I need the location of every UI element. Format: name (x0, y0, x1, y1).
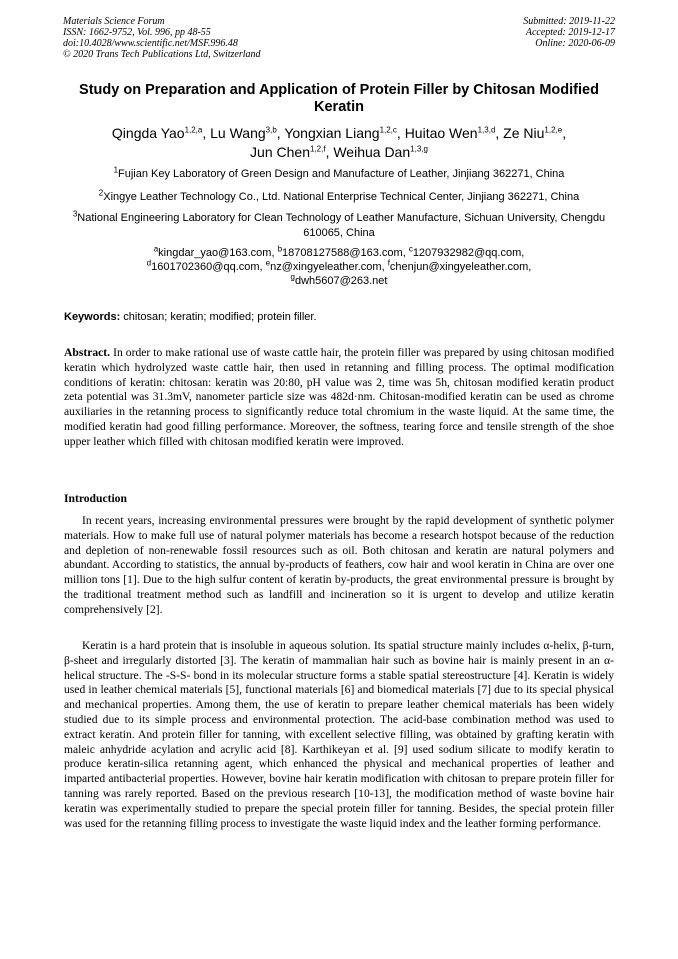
author-list (50, 124, 628, 162)
abstract (64, 346, 614, 450)
email-link[interactable]: $^c$1207932982@qq.com (408, 244, 522, 259)
submitted-date: Submitted: 2019-11-22 (523, 16, 615, 27)
email-link[interactable]: $^e$nz@xingyeleather.com (265, 258, 382, 273)
body-paragraph: Keratin is a hard protein that is insoluble in aqueous solution. Its spatial structure mainly includes α-helix, β-turn, β-sheet and irregularly distorted [3]. The keratin of mammalian hair such as bovine hair is mainly present in an α-helical structure. The -S-S- bond in its molecular structure forms a stable spatial stereostructure [4]. Keratin is widely used in leather chemical materials [5], functional materials [6] and biomedical materials [7] due to its special physical and mechanical properties. Among them, the use of keratin to prepare leather chemical materials has been widely studied due to its simple process and environmental protection. The acid-base combination method was used to extract keratin. And protein filler for tanning, with excellent selective filling, was obtained by grafting keratin with maleic anhydride acylation and acrylic acid [8]. Karthikeyan et al. [9] used sodium silicate to modify keratin to produce keratin-silica retanning agent, which enhanced the physical and mechanical properties of leather and imparted antibacterial properties. However, bovine hair keratin modification with chitosan to prepare protein filler for tanning was rarely reported. Based on the previous research [10-13], the modification method of waste bovine hair keratin was experimentally studied to prepare the special protein filler for tanning. Besides, the special protein filler was used for the retanning filling process to investigate the waste liquid index and the leather forming performance. (64, 639, 614, 830)
journal-issn: ISSN: 1662-9752, Vol. 996, pp 48-55 (63, 27, 211, 38)
body-paragraph: In recent years, increasing environmental pressures were brought by the rapid development of synthetic polymer materials. How to make full use of natural polymer materials has become a research hotspot because of the reduction and depletion of non-renewable fossil resources such as oil. Both chitosan and keratin are natural polymers and abundant. According to statistics, the annual by-products of feathers, cow hair and wool keratin in China are over one million tons [1]. Due to the high sulfur content of keratin by-products, the great environmental pressure is brought by the traditional treatment method such as landfill and incineration so it is urgent to develop and utilize keratin comprehensively [2]. (64, 514, 614, 616)
author: Weihua Dan$^{1,3,g}$ (333, 144, 428, 160)
journal-header-right (523, 16, 615, 49)
section-heading-introduction: Introduction (64, 492, 127, 505)
email-link[interactable]: $^a$kingdar_yao@163.com (153, 244, 272, 259)
online-date: Online: 2020-06-09 (535, 38, 615, 49)
abstract-text: In order to make rational use of waste cattle hair, the protein filler was prepared by using chitosan modified keratin which hydrolyzed waste cattle hair, then used in retanning and filling process. The optimal modification conditions of keratin: chitosan: keratin was 20:80, pH value was 2, time was 5h, chitosan modified keratin product zeta potential was 31.3mV, nanometer particle size was 482d·nm. Chitosan-modified keratin can be used as chrome auxiliaries in the retanning process to significantly reduce total chromium in the waste liquid. At the same time, the modified keratin had good filling performance. Moreover, the softness, tearing force and tensile strength of the shoe upper leather which filled with chitosan modified keratin were improved. (64, 346, 614, 448)
author: Ze Niu$^{1,2,e}$, (503, 125, 567, 141)
keywords (64, 310, 616, 324)
author: Huitao Wen$^{1,3,d}$, (404, 125, 504, 141)
author: Lu Wang$^{3,b}$, (210, 125, 285, 141)
affiliation-3: $^3$National Engineering Laboratory for Clean Technology of Leather Manufacture, Sichuan University, Chengdu 610065, China (72, 209, 606, 239)
email-link[interactable]: $^g$dwh5607@263.net (290, 272, 388, 287)
email-link[interactable]: $^d$1601702360@qq.com (146, 258, 260, 273)
abstract-label: Abstract. (64, 346, 111, 359)
journal-copyright: © 2020 Trans Tech Publications Ltd, Switzerland (63, 49, 261, 60)
email-link[interactable]: $^b$18708127588@163.com (277, 244, 403, 259)
paper-title: Study on Preparation and Application of Protein Filler by Chitosan Modified Keratin (79, 82, 599, 115)
email-list: $^a$kingdar_yao@163.com, $^b$18708127588@163.com, $^c$1207932982@qq.com, $^d$1601702360@qq.com, $^e$nz@xingyeleather.com, $^f$chenjun@xingyeleather.com, $^g$dwh5607@263.net (146, 244, 532, 287)
journal-doi[interactable]: doi:10.4028/www.scientific.net/MSF.996.48 (63, 38, 238, 49)
accepted-date: Accepted: 2019-12-17 (525, 27, 615, 38)
author: Yongxian Liang$^{1,2,c}$, (284, 125, 405, 141)
keywords-label: Keywords: (64, 311, 121, 323)
author: Qingda Yao$^{1,2,a}$, (111, 125, 211, 141)
email-link[interactable]: $^f$chenjun@xingyeleather.com (387, 258, 529, 273)
journal-header-left (63, 16, 261, 60)
journal-name: Materials Science Forum (63, 16, 165, 27)
author: Jun Chen$^{1,2,f}$, (250, 144, 334, 160)
affiliation-1: $^1$Fujian Key Laboratory of Green Design and Manufacture of Leather, Jinjiang 362271, China (113, 165, 565, 180)
affiliation-2: $^2$Xingye Leather Technology Co., Ltd. National Enterprise Technical Center, Jinjiang 362271, China (98, 188, 580, 203)
keywords-text: chitosan; keratin; modified; protein filler. (120, 311, 317, 323)
